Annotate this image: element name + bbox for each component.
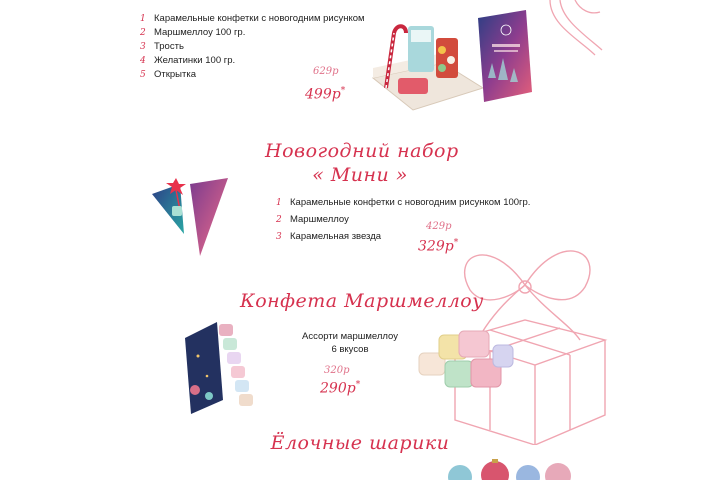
list-item: 3 Карамельная звезда [276,231,382,242]
marshmallow-box-image [183,316,263,416]
mini-title-line2: « Мини » [312,164,408,186]
gift-set-product-image [368,18,488,118]
set1-price-new: 499р* [305,86,346,103]
set1-price-old: 629р [313,66,339,77]
set1-item-list [140,12,400,82]
marsh-desc-line1: Ассорти маршмеллоу [302,331,398,342]
list-item: 5 Открытка [140,69,197,80]
marsh-desc-line2: 6 вкусов [331,344,369,355]
mini-item-list [276,196,576,244]
marsh-price-new: 290р* [320,380,361,397]
mini-set-product-image [150,172,240,262]
candy-cane-illustration [530,0,610,60]
mini-title-line1: Новогодний набор [265,140,459,162]
balls-title: Ёлочные шарики [270,432,450,454]
marsh-price-old: 320р [324,365,350,376]
mini-price-new: 329р* [418,238,459,255]
list-item: 3 Трость [140,41,184,52]
marsh-title: Конфета Маршмеллоу [240,290,484,312]
greeting-card-image [474,8,534,106]
marsh-description [285,330,415,356]
list-item: 2 Маршмеллоу 100 гр. [140,27,246,38]
list-item: 2 Маршмеллоу [276,214,349,225]
list-item: 1 Карамельные конфетки с новогодним рисунком 100гр. [276,197,531,208]
ornaments-image [440,455,590,480]
mini-price-old: 429р [426,221,452,232]
list-item: 4 Желатинки 100 гр. [140,55,236,66]
marshmallow-pile-image [415,325,515,400]
list-item: 1 Карамельные конфетки с новогодним рисунком [140,13,365,24]
